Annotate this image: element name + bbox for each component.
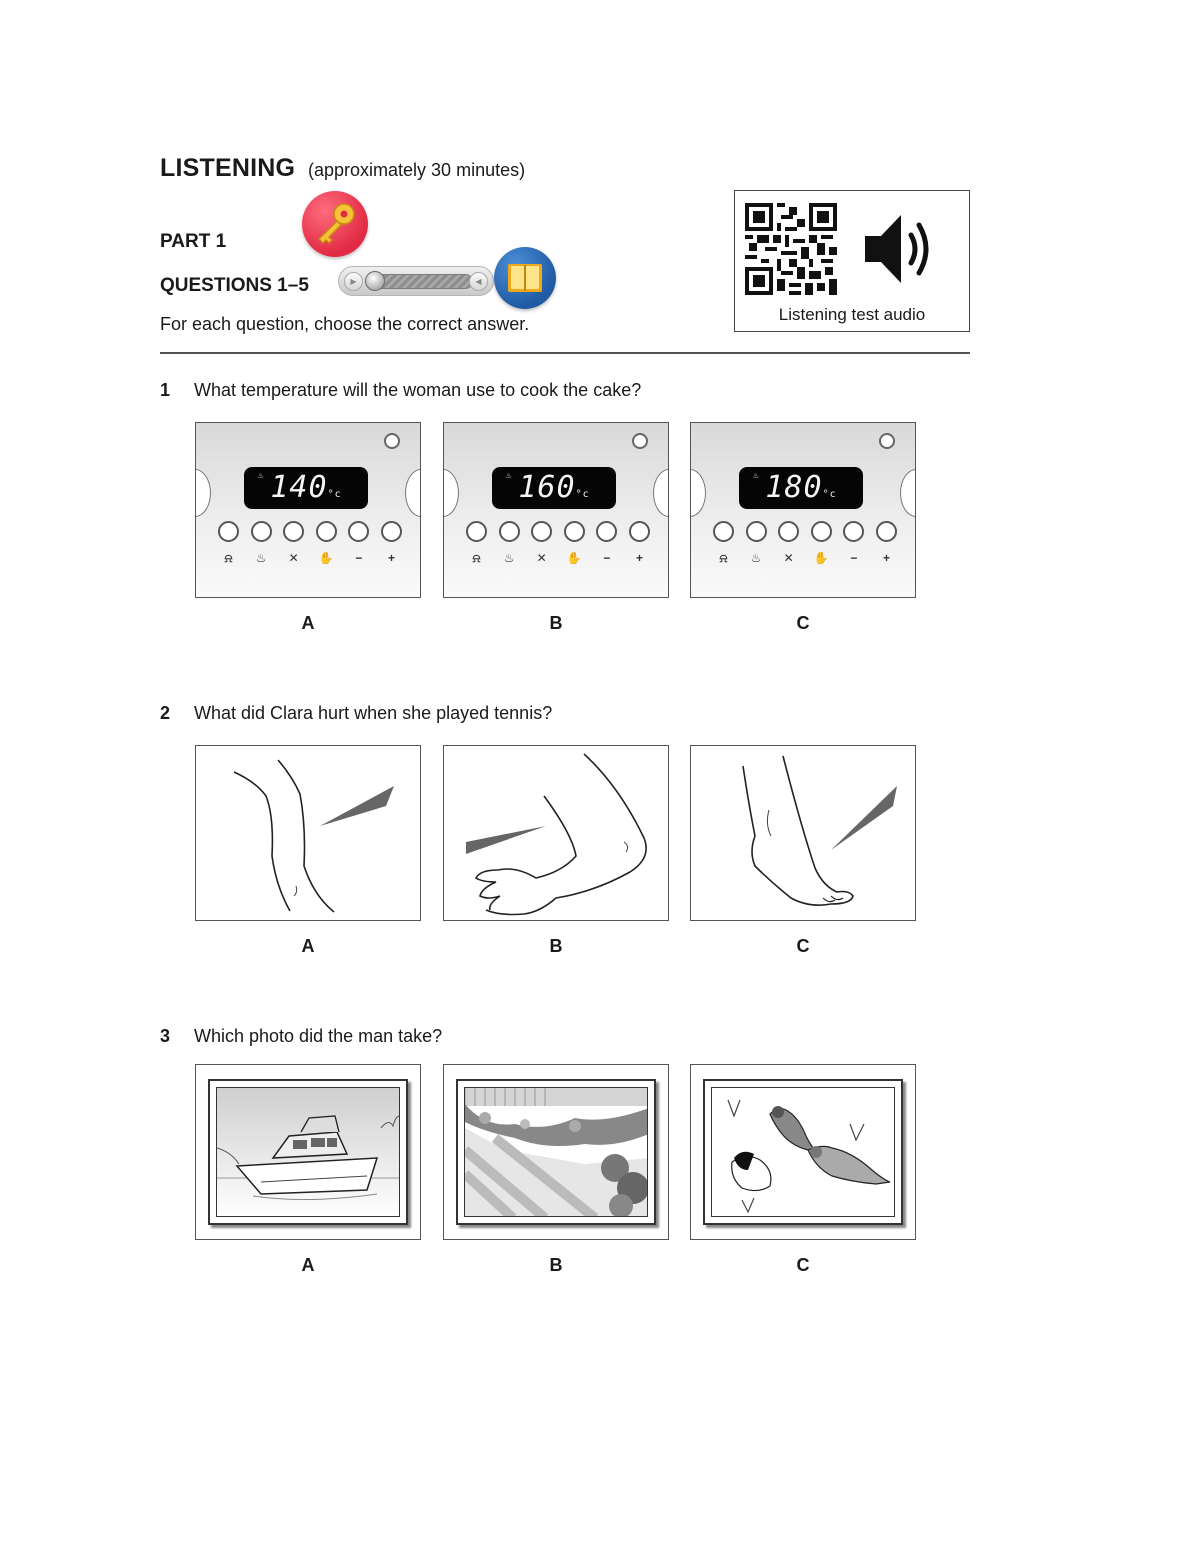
- q2-option-c-foot-drawing[interactable]: [690, 745, 916, 921]
- answer-key-button[interactable]: [302, 191, 368, 257]
- q1-option-b-oven-panel[interactable]: [443, 422, 669, 598]
- oven-temperature-unit: °c: [575, 489, 590, 500]
- audio-qr-box[interactable]: [734, 190, 970, 332]
- audio-progress-handle[interactable]: [365, 271, 385, 291]
- q2-option-c-label: C: [796, 936, 810, 956]
- question-3-number: 3: [160, 1026, 171, 1046]
- oven-right-knob: [900, 469, 916, 517]
- oven-button: [316, 521, 337, 542]
- garden-illustration: [465, 1088, 648, 1217]
- boat-photo: [216, 1087, 400, 1217]
- oven-button: [778, 521, 799, 542]
- fan-icon: ✕: [288, 551, 299, 565]
- oven-button: [251, 521, 272, 542]
- q2-option-b-label: B: [549, 936, 563, 956]
- oven-indicator-light: [632, 433, 648, 449]
- q3-option-c-birds-photo[interactable]: [690, 1064, 916, 1240]
- oven-right-knob: [653, 469, 669, 517]
- question-1-text: What temperature will the woman use to cook the cake?: [194, 380, 642, 400]
- oven-display: [492, 467, 616, 509]
- q3-option-b-label: B: [549, 1255, 563, 1275]
- speaker-icon[interactable]: [861, 209, 943, 289]
- oven-button: [713, 521, 734, 542]
- oven-temperature: 140: [270, 470, 328, 505]
- questions-range-heading: QUESTIONS 1–5: [160, 275, 309, 296]
- heat-icon: ♨: [750, 551, 762, 565]
- oven-left-knob: [690, 469, 706, 517]
- q3-option-b-garden-photo[interactable]: [443, 1064, 669, 1240]
- boat-illustration: [217, 1088, 400, 1217]
- oven-button: [876, 521, 897, 542]
- oven-button: [746, 521, 767, 542]
- photo-frame: [703, 1079, 903, 1225]
- plus-icon: +: [882, 551, 890, 565]
- oven-heat-icon: ♨: [753, 471, 760, 481]
- audio-player[interactable]: [338, 266, 494, 296]
- minus-icon: −: [355, 551, 363, 565]
- hand-icon: ✋: [318, 551, 334, 565]
- oven-button: [283, 521, 304, 542]
- oven-left-knob: [195, 469, 211, 517]
- transcript-book-button[interactable]: [494, 247, 556, 309]
- photo-frame: [208, 1079, 408, 1225]
- q3-option-a-boat-photo[interactable]: [195, 1064, 421, 1240]
- hand-icon: ✋: [566, 551, 582, 565]
- oven-button: [348, 521, 369, 542]
- hand-icon: ✋: [813, 551, 829, 565]
- birds-illustration: [712, 1088, 895, 1217]
- key-icon: [302, 191, 368, 257]
- photo-frame: [456, 1079, 656, 1225]
- bell-icon: ⍾: [224, 551, 233, 565]
- oven-display: [244, 467, 368, 509]
- part-heading: PART 1: [160, 231, 227, 252]
- play-icon[interactable]: ▶: [344, 272, 363, 291]
- q1-option-c-oven-panel[interactable]: [690, 422, 916, 598]
- q2-option-a-leg-drawing[interactable]: [195, 745, 421, 921]
- audio-box-label: Listening test audio: [778, 305, 926, 324]
- oven-button: [564, 521, 585, 542]
- oven-left-knob: [443, 469, 459, 517]
- bell-icon: ⍾: [719, 551, 728, 565]
- qr-code-icon[interactable]: [745, 203, 837, 295]
- fan-icon: ✕: [536, 551, 547, 565]
- birds-photo: [711, 1087, 895, 1217]
- volume-icon[interactable]: ◀: [469, 272, 488, 291]
- oven-right-knob: [405, 469, 421, 517]
- header-divider: [160, 352, 970, 354]
- q2-option-b-arm-drawing[interactable]: [443, 745, 669, 921]
- oven-indicator-light: [384, 433, 400, 449]
- instruction-text: For each question, choose the correct answer.: [160, 314, 530, 334]
- question-1-number: 1: [160, 380, 171, 400]
- oven-temperature-unit: °c: [822, 489, 837, 500]
- q1-option-c-label: C: [796, 613, 810, 633]
- q2-option-a-label: A: [301, 936, 315, 956]
- foot-illustration: [691, 746, 916, 921]
- oven-display: [739, 467, 863, 509]
- oven-heat-icon: ♨: [258, 471, 265, 481]
- oven-button: [499, 521, 520, 542]
- oven-temperature-unit: °c: [327, 489, 342, 500]
- oven-button: [531, 521, 552, 542]
- question-2-number: 2: [160, 703, 171, 723]
- fan-icon: ✕: [783, 551, 794, 565]
- question-3-text: Which photo did the man take?: [194, 1026, 443, 1046]
- book-icon: [494, 247, 556, 309]
- section-title: LISTENING: [160, 154, 296, 182]
- oven-heat-icon: ♨: [506, 471, 513, 481]
- oven-button: [381, 521, 402, 542]
- q1-option-b-label: B: [549, 613, 563, 633]
- oven-button: [466, 521, 487, 542]
- oven-button: [596, 521, 617, 542]
- oven-temperature: 180: [765, 470, 823, 505]
- heat-icon: ♨: [255, 551, 267, 565]
- q3-option-c-label: C: [796, 1255, 810, 1275]
- oven-button: [843, 521, 864, 542]
- oven-temperature: 160: [518, 470, 576, 505]
- q1-option-a-oven-panel[interactable]: [195, 422, 421, 598]
- oven-button: [218, 521, 239, 542]
- oven-button: [811, 521, 832, 542]
- leg-illustration: [196, 746, 421, 921]
- oven-button: [629, 521, 650, 542]
- minus-icon: −: [850, 551, 858, 565]
- bell-icon: ⍾: [472, 551, 481, 565]
- plus-icon: +: [387, 551, 395, 565]
- question-2-text: What did Clara hurt when she played tennis?: [194, 703, 553, 723]
- q3-option-a-label: A: [301, 1255, 315, 1275]
- q1-option-a-label: A: [301, 613, 315, 633]
- plus-icon: +: [635, 551, 643, 565]
- heat-icon: ♨: [503, 551, 515, 565]
- arm-elbow-illustration: [444, 746, 669, 921]
- minus-icon: −: [603, 551, 611, 565]
- section-duration: (approximately 30 minutes): [308, 160, 526, 180]
- garden-photo: [464, 1087, 648, 1217]
- oven-indicator-light: [879, 433, 895, 449]
